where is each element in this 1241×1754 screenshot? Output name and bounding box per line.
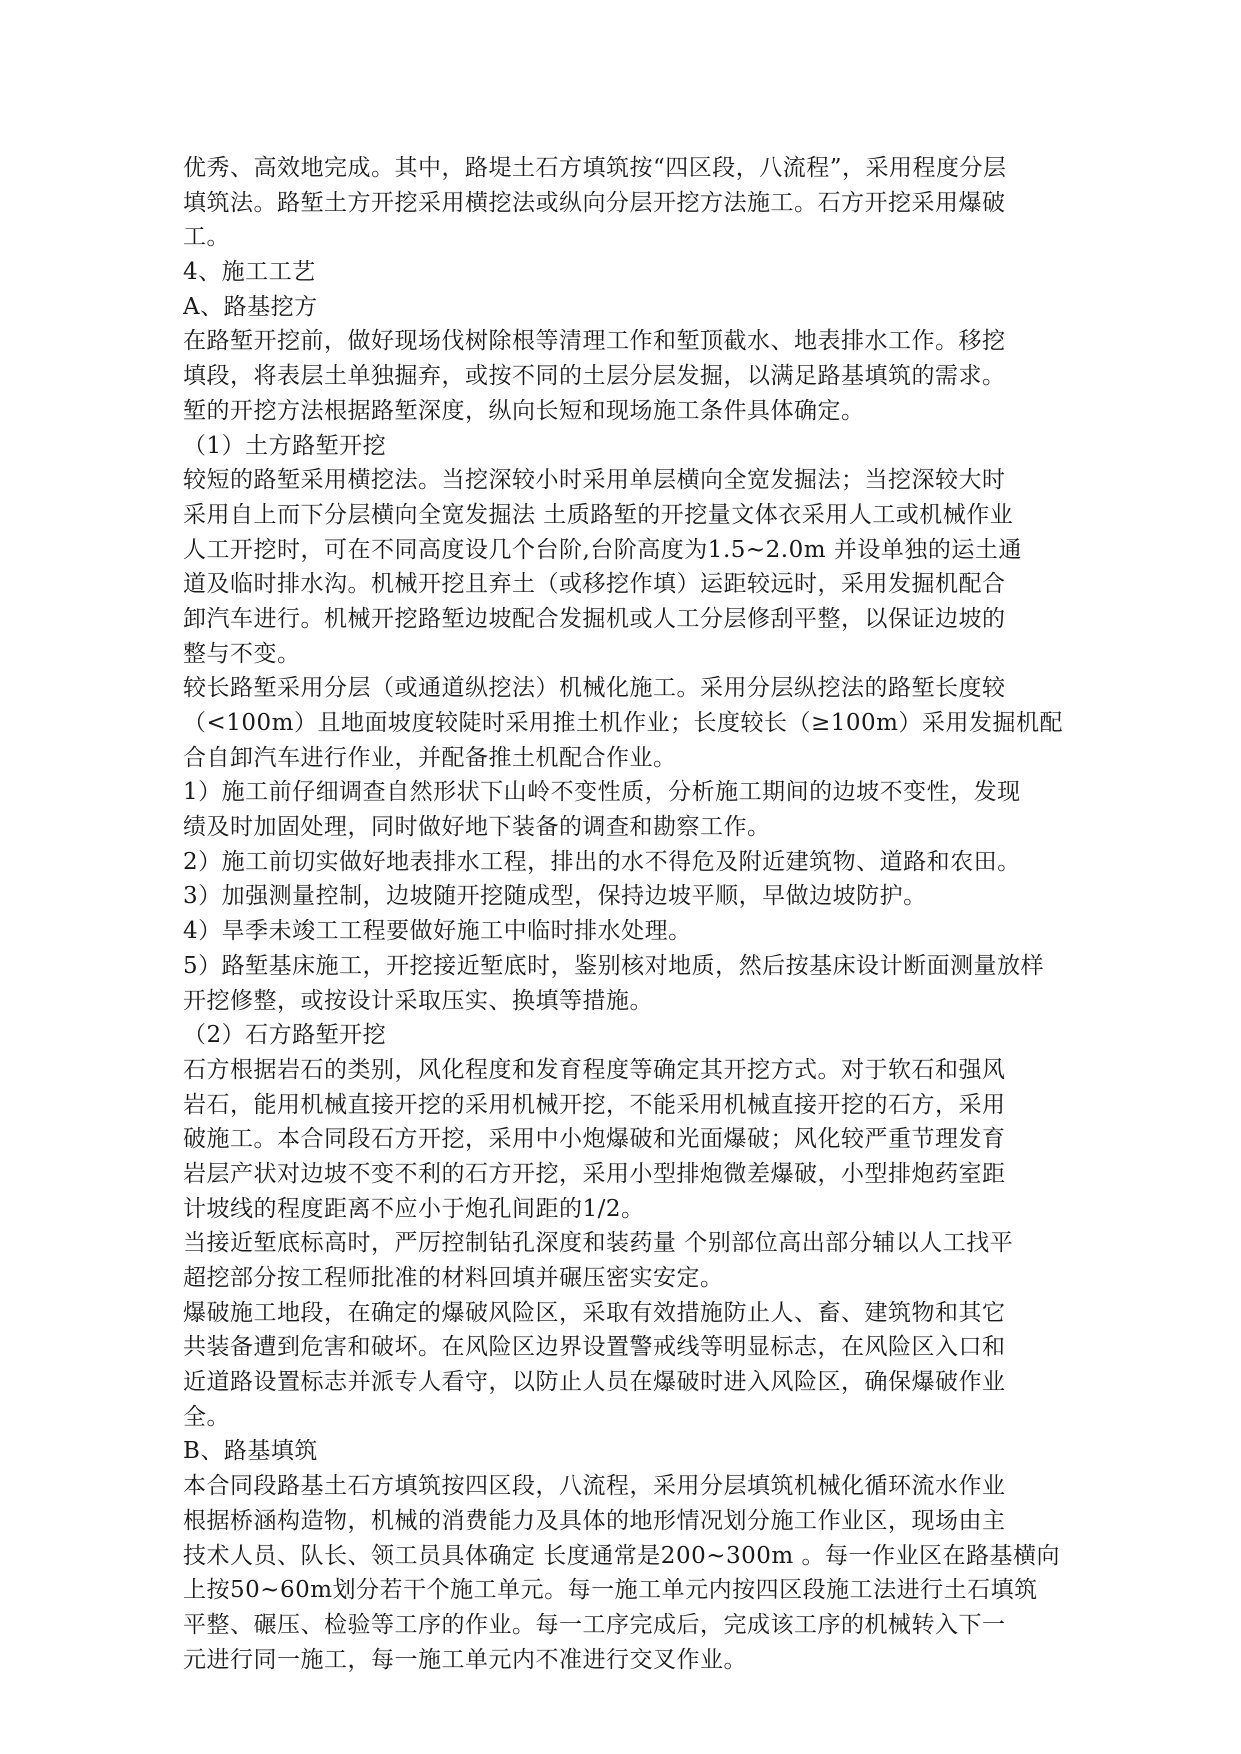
text-line: 道及临时排水沟。机械开挖且弃土（或移挖作填）运距较远时，采用发掘机配合 [183,571,1006,598]
text-line: B、路基填筑 [183,1438,318,1465]
text-line: 整与不变。 [183,640,301,667]
text-line: 3）加强测量控制，边坡随开挖随成型，保持边坡平顺，早做边坡防护。 [183,883,927,910]
document-body [183,151,1063,1677]
text-line: 在路堑开挖前，做好现场伐树除根等清理工作和堑顶截水、地表排水工作。移挖 [183,328,1006,355]
text-line: 2）施工前切实做好地表排水工程，排出的水不得危及附近建筑物、道路和农田。 [183,848,1021,875]
text-line: 填筑法。路堑土方开挖采用横挖法或纵向分层开挖方法施工。石方开挖采用爆破 [183,189,1006,216]
text-line: 破施工。本合同段石方开挖，采用中小炮爆破和光面爆破；风化较严重节理发育 [183,1126,1006,1153]
text-line: 计坡线的程度距离不应小于炮孔间距的1/2。 [183,1195,645,1222]
text-line: 填段，将表层土单独掘弃，或按不同的土层分层发掘，以满足路基填筑的需求。 [183,363,1006,390]
text-line: 当接近堑底标高时，严厉控制钻孔深度和装药量 个别部位高出部分辅以人工找平 [183,1230,1014,1257]
text-line: 5）路堑基床施工，开挖接近堑底时，鉴别核对地质，然后按基床设计断面测量放样 [183,952,1045,979]
text-line: 根据桥涵构造物，机械的消费能力及具体的地形情况划分施工作业区，现场由主 [183,1507,1006,1534]
text-line: 绩及时加固处理，同时做好地下装备的调查和勘察工作。 [183,814,771,841]
text-line: 合自卸汽车进行作业，并配备推土机配合作业。 [183,744,677,771]
text-line: 本合同段路基土石方填筑按四区段，八流程，采用分层填筑机械化循环流水作业 [183,1473,1006,1500]
text-line: 全。 [183,1403,230,1430]
text-line: A、路基挖方 [183,293,318,320]
text-line: 优秀、高效地完成。其中，路堤土石方填筑按“四区段，八流程”，采用程度分层 [183,155,1007,181]
text-line: 工。 [183,224,230,251]
text-line: 岩石，能用机械直接开挖的采用机械开挖，不能采用机械直接开挖的石方，采用 [183,1091,1006,1118]
text-line: 爆破施工地段，在确定的爆破风险区，采取有效措施防止人、畜、建筑物和其它 [183,1299,1006,1326]
text-line: 近道路设置标志并派专人看守，以防止人员在爆破时进入风险区，确保爆破作业 [183,1369,1006,1396]
text-line: （<100m）且地面坡度较陡时采用推土机作业；长度较长（≥100m）采用发掘机配 [183,710,1063,736]
text-line: （2）石方路堑开挖 [183,1022,387,1049]
text-line: 元进行同一施工，每一施工单元内不准进行交叉作业。 [183,1646,747,1673]
text-line: （1）土方路堑开挖 [183,432,387,459]
text-line: 采用自上而下分层横向全宽发掘法 土质路堑的开挖量文体衣采用人工或机械作业 [183,501,1014,528]
text-line: 人工开挖时，可在不同高度设几个台阶,台阶高度为1.5~2.0m 并设单独的运土通 [183,536,1022,563]
text-line: 卸汽车进行。机械开挖路堑边坡配合发掘机或人工分层修刮平整，以保证边坡的 [183,605,1006,632]
text-line: 4）旱季未竣工工程要做好施工中临时排水处理。 [183,918,692,945]
text-line: 4、施工工艺 [183,259,316,286]
text-line: 技术人员、队长、领工员具体确定 长度通常是200~300m 。每一作业区在路基横向 [183,1542,1061,1569]
text-line: 开挖修整，或按设计采取压实、换填等措施。 [183,987,653,1014]
text-line: 1）施工前仔细调查自然形状下山岭不变性质，分析施工期间的边坡不变性，发现 [183,779,1021,806]
text-line: 石方根据岩石的类别，风化程度和发育程度等确定其开挖方式。对于软石和强风 [183,1056,1006,1083]
text-line: 共装备遭到危害和破坏。在风险区边界设置警戒线等明显标志，在风险区入口和 [183,1334,1006,1361]
text-line: 平整、碾压、检验等工序的作业。每一工序完成后，完成该工序的机械转入下一 [183,1611,1006,1638]
text-line: 上按50~60m划分若干个施工单元。每一施工单元内按四区段施工法进行土石填筑 [183,1577,1038,1604]
text-line: 较长路堑采用分层（或通道纵挖法）机械化施工。采用分层纵挖法的路堑长度较 [183,675,1006,702]
text-line: 超挖部分按工程师批准的材料回填并碾压密实安定。 [183,1265,724,1291]
text-line: 岩层产状对边坡不变不利的石方开挖，采用小型排炮微差爆破，小型排炮药室距 [183,1160,1006,1187]
text-line: 较短的路堑采用横挖法。当挖深较小时采用单层横向全宽发掘法；当挖深较大时 [183,467,1006,494]
text-line: 堑的开挖方法根据路堑深度，纵向长短和现场施工条件具体确定。 [183,397,865,424]
